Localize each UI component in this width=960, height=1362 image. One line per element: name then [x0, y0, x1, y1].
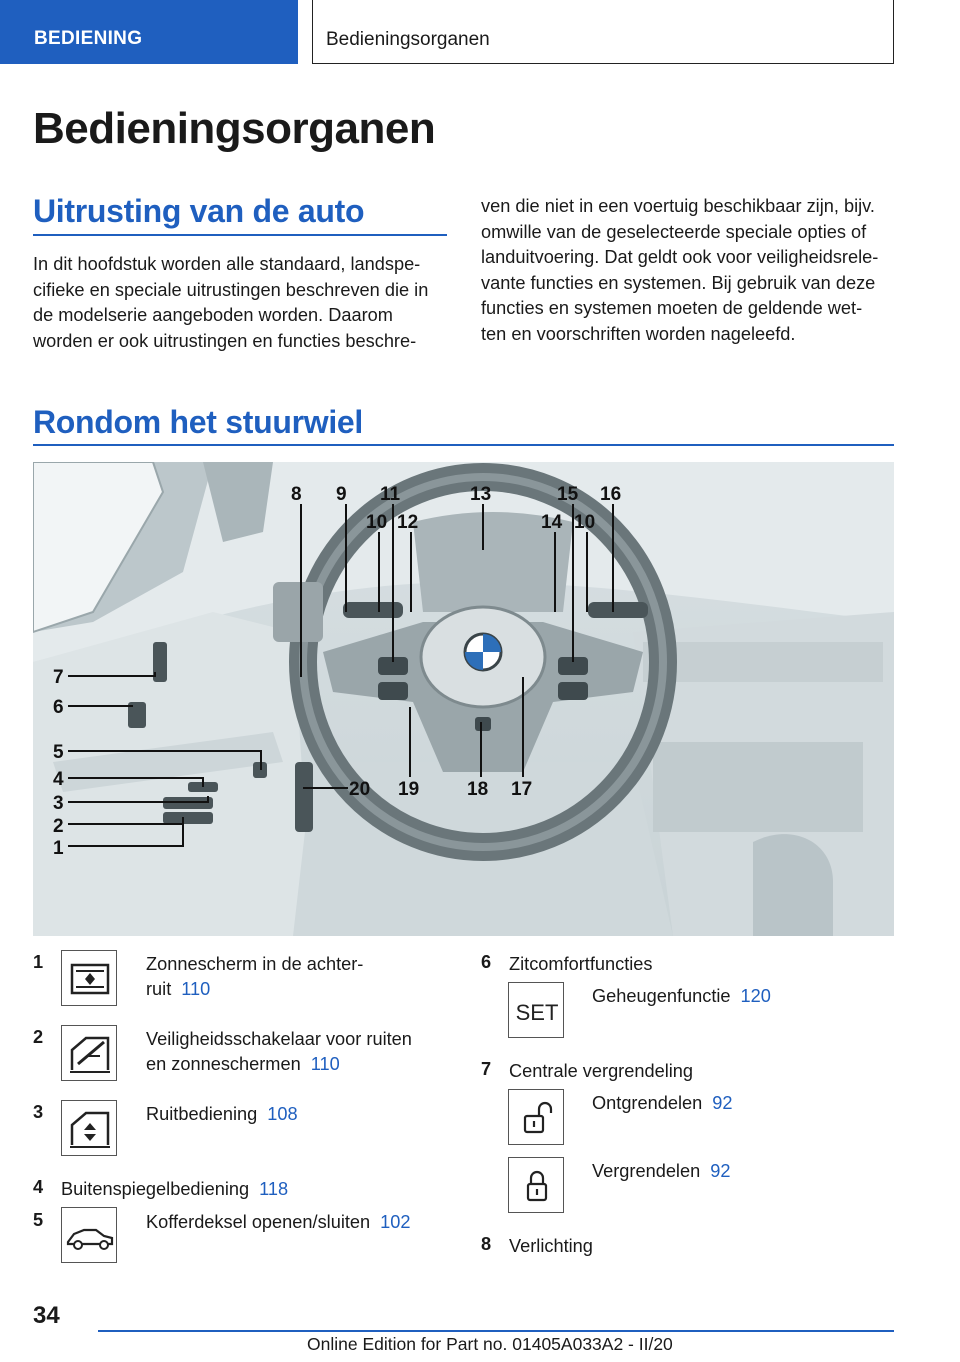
callout-label: 1 — [53, 838, 64, 859]
callout-label: 11 — [380, 484, 401, 505]
legend-item-lighting: Verlichting — [509, 1236, 593, 1256]
window-safety-switch-icon — [61, 1025, 117, 1081]
unlock-icon — [508, 1089, 564, 1145]
section-title-steering-wheel: Rondom het stuurwiel — [33, 404, 364, 440]
text-line: In dit hoofdstuk worden alle standaard, landspe- — [33, 254, 421, 274]
callout-label: 10 — [574, 512, 596, 533]
cockpit-illustration — [33, 462, 894, 936]
callout-label: 3 — [53, 793, 64, 814]
callout-label: 12 — [397, 512, 419, 533]
chapter-header-label: Bedieningsorganen — [326, 29, 490, 50]
legend-subitem-memory — [592, 984, 771, 1009]
callout-label: 9 — [336, 484, 347, 505]
callout-label: 14 — [541, 512, 563, 533]
callout-label: 17 — [511, 779, 533, 800]
legend-item-window-lift — [146, 1102, 446, 1127]
callout-label: 20 — [349, 779, 371, 800]
callout-label: 10 — [366, 512, 388, 533]
footer-edition: Online Edition for Part no. 01405A033A2 - II/20 — [307, 1334, 673, 1354]
legend-label: en zonneschermen — [146, 1054, 301, 1074]
callout-label: 15 — [557, 484, 579, 505]
section-tab — [0, 0, 298, 64]
legend-label: Buitenspiegelbediening — [61, 1179, 250, 1199]
text-line: ven die niet in een voertuig beschikbaar zijn, bijv. — [481, 196, 875, 216]
page-ref-link[interactable]: 102 — [380, 1212, 411, 1232]
footer-rule — [98, 1330, 894, 1332]
legend-label: Ruitbediening — [146, 1104, 258, 1124]
callout-label: 6 — [53, 697, 64, 718]
legend-item-window-safety-switch — [146, 1027, 446, 1077]
legend-number: 2 — [33, 1027, 44, 1047]
section-tab-label: BEDIENING — [34, 28, 143, 49]
legend-number: 1 — [33, 952, 44, 972]
page-number: 34 — [33, 1302, 60, 1329]
legend-item-seat-comfort: Zitcomfortfuncties — [509, 954, 653, 974]
callout-label: 19 — [398, 779, 420, 800]
legend-number: 7 — [481, 1059, 492, 1079]
legend-label: ruit — [146, 979, 172, 999]
legend-item-mirror-control — [61, 1177, 451, 1202]
callout-label: 5 — [53, 742, 64, 763]
legend-label: Vergrendelen — [592, 1161, 701, 1181]
callout-label: 2 — [53, 816, 64, 837]
legend-label: Ontgrendelen — [592, 1093, 703, 1113]
legend-number: 3 — [33, 1102, 44, 1122]
text-line: cifieke en speciale uitrustingen beschreven die in — [33, 279, 429, 300]
legend-number: 4 — [33, 1177, 44, 1197]
page-ref-link[interactable]: 110 — [181, 979, 211, 999]
section-rule — [33, 234, 447, 236]
page-ref-link[interactable]: 108 — [267, 1104, 298, 1124]
legend-label: Geheugenfunctie — [592, 986, 731, 1006]
text-line: worden er ook uitrustingen en functies beschre- — [33, 330, 417, 351]
section-rule — [33, 444, 894, 446]
legend-item-central-locking: Centrale vergrendeling — [509, 1061, 694, 1081]
page-title: Bedieningsorganen — [33, 104, 436, 153]
text-line: ten en voorschriften worden nageleefd. — [481, 323, 796, 344]
text-line: omwille van de geselecteerde speciale opties of — [481, 221, 867, 242]
page-ref-link[interactable]: 110 — [310, 1054, 340, 1074]
callout-label: 18 — [467, 779, 489, 800]
page-ref-link[interactable]: 118 — [259, 1179, 289, 1199]
page-ref-link[interactable]: 120 — [740, 986, 771, 1006]
text-line: landuitvoering. Dat geldt ook voor veiligheidsrele- — [481, 247, 879, 267]
legend-subitem-unlock — [592, 1091, 732, 1116]
section-title-equipment: Uitrusting van de auto — [33, 193, 365, 229]
legend-label: Veiligheidsschakelaar voor ruiten — [146, 1029, 412, 1049]
steering-wheel-figure — [33, 462, 894, 936]
text-line: vante functies en systemen. Bij gebruik van deze — [481, 272, 876, 293]
text-line: functies en systemen moeten de geldende wet- — [481, 298, 863, 318]
trunk-lid-icon — [61, 1207, 117, 1263]
page-ref-link[interactable]: 92 — [710, 1161, 731, 1181]
legend-label: Zonnescherm in de achter- — [146, 954, 364, 974]
chapter-header — [312, 0, 894, 64]
legend-label: Kofferdeksel openen/sluiten — [146, 1212, 371, 1232]
legend-item-trunk-lid — [146, 1210, 446, 1235]
callout-label: 7 — [53, 667, 64, 688]
intro-paragraph-right — [481, 194, 901, 347]
set-memory-icon — [508, 982, 564, 1038]
callout-label: 8 — [291, 484, 302, 505]
callout-label: 13 — [470, 484, 492, 505]
rear-sunshade-icon — [61, 950, 117, 1006]
intro-paragraph-left — [33, 252, 453, 354]
callout-label: 16 — [600, 484, 622, 505]
page-ref-link[interactable]: 92 — [712, 1093, 733, 1113]
legend-number: 8 — [481, 1234, 492, 1254]
legend-number: 6 — [481, 952, 492, 972]
legend-number: 5 — [33, 1210, 44, 1230]
legend-item-rear-sunshade — [146, 952, 446, 1002]
text-line: de modelserie aangeboden worden. Daarom — [33, 305, 393, 325]
lock-icon — [508, 1157, 564, 1213]
set-icon-text: SET — [515, 1000, 559, 1025]
window-lift-icon — [61, 1100, 117, 1156]
callout-label: 4 — [53, 769, 64, 790]
legend-subitem-lock — [592, 1159, 730, 1184]
